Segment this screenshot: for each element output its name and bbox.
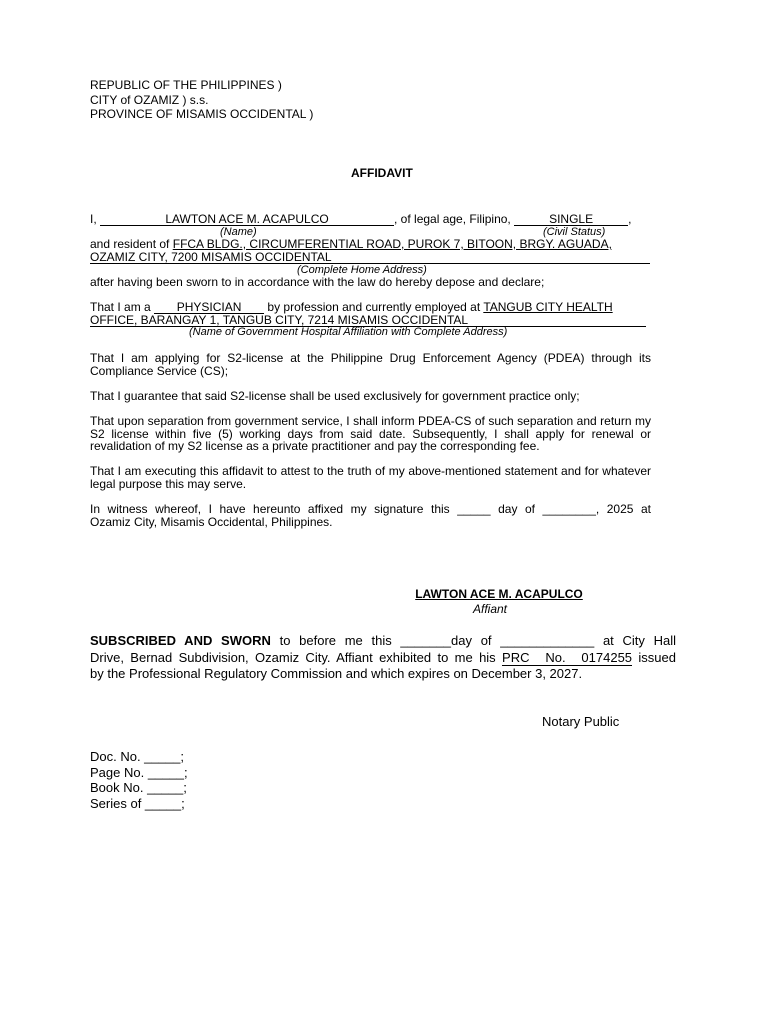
intro-suffix: , xyxy=(628,212,632,226)
doc-number-line: Doc. No. _____; xyxy=(90,749,184,764)
employment-prefix: That I am a xyxy=(90,300,151,314)
prc-number-field: PRC No. 0174255 xyxy=(502,650,633,665)
hospital-line-2: OFFICE, BARANGAY 1, TANGUB CITY, 7214 MISAMIS OCCIDENTAL xyxy=(90,314,646,327)
witness-line-2: Ozamiz City, Misamis Occidental, Philippines. xyxy=(90,515,333,529)
employment-middle: by profession and currently employed at xyxy=(267,300,481,314)
venue-line-3: PROVINCE OF MISAMIS OCCIDENTAL ) xyxy=(90,107,314,121)
jurat-line-2-suffix: issued xyxy=(638,650,676,665)
sworn-line: after having been sworn to in accordance with the law do hereby depose and declare; xyxy=(90,275,545,289)
jurat-line-1 xyxy=(90,633,676,648)
jurat-line-3: by the Professional Regulatory Commission and which expires on December 3, 2027. xyxy=(90,666,583,681)
paragraph-application: That I am applying for S2-license at the Philippine Drug Enforcement Agency (PDEA) through its Compliance Service (CS); xyxy=(90,351,651,378)
notary-public-label: Notary Public xyxy=(542,714,620,729)
jurat-line-2 xyxy=(90,650,676,666)
page-number-line: Page No. _____; xyxy=(90,765,188,780)
jurat-line-1-rest: to before me this _______day of _____________ at City Hall xyxy=(279,633,676,648)
residence-line-2 xyxy=(90,251,650,264)
hospital-line-1: TANGUB CITY HEALTH xyxy=(483,300,613,314)
affiant-name-field: LAWTON ACE M. ACAPULCO xyxy=(100,213,394,226)
witness-line-1: In witness whereof, I have hereunto affixed my signature this _____ day of ________, 2025 at xyxy=(90,502,651,516)
jurat-bold: SUBSCRIBED AND SWORN xyxy=(90,633,271,648)
series-line: Series of _____; xyxy=(90,796,185,811)
intro-prefix: I, xyxy=(90,212,97,226)
jurat-line-2-prefix: Drive, Bernad Subdivision, Ozamiz City. Affiant exhibited to me his xyxy=(90,650,496,665)
document-title: AFFIDAVIT xyxy=(351,166,413,180)
address-line-1: FFCA BLDG., CIRCUMFERENTIAL ROAD, PUROK 7, BITOON, BRGY. AGUADA, xyxy=(172,237,612,251)
venue-line-2: CITY of OZAMIZ ) s.s. xyxy=(90,93,209,107)
paragraph-separation: That upon separation from government service, I shall inform PDEA-CS of such separation and return my S2 license within five (5) working days from said date. Subsequently, I shall apply for renewal or revalidation of my S2 license as a private practitioner and pay the corresponding fee. xyxy=(90,414,651,453)
intro-line xyxy=(90,213,631,226)
book-number-line: Book No. _____; xyxy=(90,780,187,795)
hospital-label: (Name of Government Hospital Affiliation with Complete Address) xyxy=(189,326,508,338)
affiant-label: Affiant xyxy=(472,602,508,616)
name-label: (Name) xyxy=(220,226,257,238)
affiant-signature-name: LAWTON ACE M. ACAPULCO xyxy=(415,587,583,601)
paragraph-purpose: That I am executing this affidavit to attest to the truth of my above-mentioned statement and for whatever legal purpose this may serve. xyxy=(90,464,651,491)
civil-status-field: SINGLE xyxy=(514,213,628,226)
resident-prefix: and resident of xyxy=(90,237,170,251)
civil-status-label: (Civil Status) xyxy=(543,226,606,238)
address-line-2: OZAMIZ CITY, 7200 MISAMIS OCCIDENTAL xyxy=(90,251,650,264)
address-label: (Complete Home Address) xyxy=(297,264,427,276)
paragraph-guarantee: That I guarantee that said S2-license shall be used exclusively for government practice only; xyxy=(90,389,580,403)
intro-middle: , of legal age, Filipino, xyxy=(394,212,511,226)
profession-field: PHYSICIAN xyxy=(154,301,264,314)
venue-line-1: REPUBLIC OF THE PHILIPPINES ) xyxy=(90,78,282,92)
